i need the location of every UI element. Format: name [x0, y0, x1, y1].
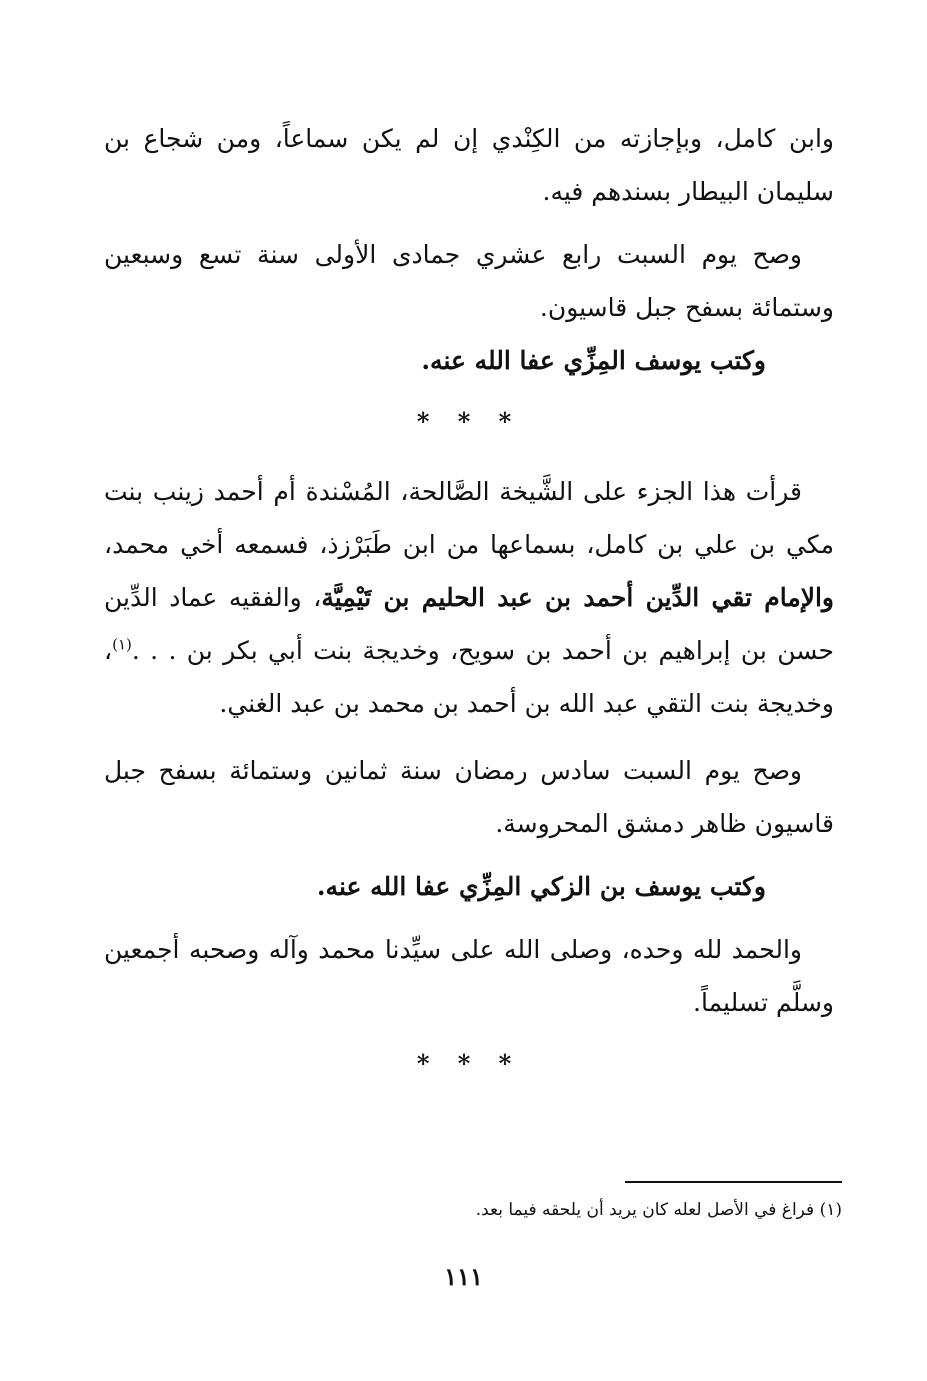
main-text	[104, 112, 834, 1107]
paragraph-5-text: والحمد لله وحده، وصلى الله على سيِّدنا محمد وآله وصحبه أجمعين وسلَّم تسليماً.	[104, 935, 834, 1017]
signature-1: وكتب يوسف المِزِّي عفا الله عنه.	[421, 346, 766, 375]
signature-2: وكتب يوسف بن الزكي المِزِّي عفا الله عنه.	[316, 872, 766, 901]
paragraph-3-text-c: ، وخديجة بنت التقي عبد الله بن أحمد بن محمد بن عبد الغني.	[104, 636, 834, 718]
footnote-divider	[625, 1181, 842, 1183]
paragraph-1-text: وابن كامل، وبإجازته من الكِنْدي إن لم يكن سماعاً، ومن شجاع بن سليمان البيطار بسندهم فيه.	[104, 124, 834, 206]
page-number: ١١١	[444, 1262, 483, 1291]
paragraph-4-text: وصح يوم السبت سادس رمضان سنة ثمانين وستمائة بسفح جبل قاسيون ظاهر دمشق المحروسة.	[104, 756, 834, 838]
section-separator-2: * * *	[416, 1049, 522, 1078]
paragraph-1	[104, 112, 834, 218]
paragraph-5	[104, 923, 834, 1029]
paragraph-4	[104, 744, 834, 850]
section-separator-1: * * *	[416, 407, 522, 436]
paragraph-2-text: وصح يوم السبت رابع عشري جمادى الأولى سنة تسع وسبعين وستمائة بسفح جبل قاسيون.	[104, 240, 834, 322]
paragraph-3-text-a: قرأت هذا الجزء على الشَّيخة الصَّالحة، المُسْندة أم أحمد زينب بنت مكي بن علي بن كامل، بسماعها من ابن طَبَرْزذ، فسمعه أخي محمد،	[104, 477, 834, 559]
paragraph-2	[104, 228, 834, 334]
paragraph-3	[104, 465, 834, 730]
paragraph-3-bold-name: والإمام تقي الدِّين أحمد بن عبد الحليم بن تَيْمِيَّة	[321, 583, 834, 612]
footnote-reference[interactable]: (١)	[112, 635, 132, 654]
footnote-text: (١) فراغ في الأصل لعله كان يريد أن يلحقه فيما بعد.	[475, 1200, 842, 1220]
paragraph-3-text-b: ، والفقيه عماد الدِّين حسن بن إبراهيم بن أحمد بن سويح، وخديجة بنت أبي بكر بن . . .	[104, 583, 834, 665]
